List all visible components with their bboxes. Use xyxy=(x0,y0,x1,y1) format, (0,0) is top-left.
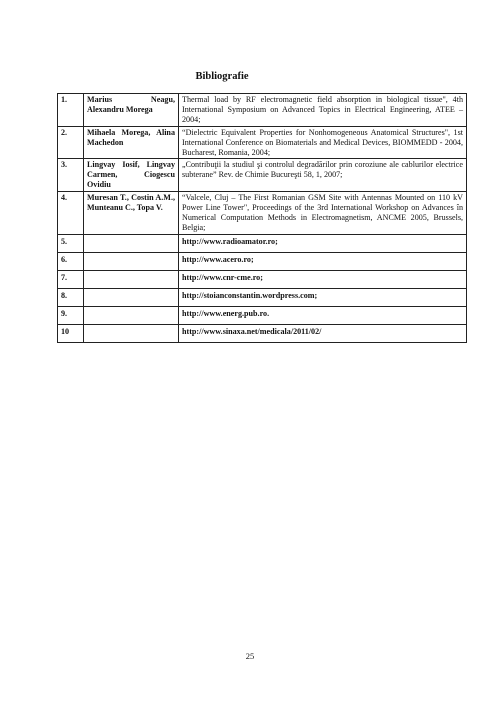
page-title-text: Bibliografie xyxy=(195,71,249,82)
entry-number: 2. xyxy=(58,126,84,159)
entry-number: 4. xyxy=(58,192,84,235)
entry-authors xyxy=(84,306,179,324)
table-row xyxy=(58,126,467,159)
entry-authors xyxy=(84,270,179,288)
page-number: 25 xyxy=(245,651,255,661)
entry-authors: Marius Neagu, Alexandru Morega xyxy=(84,94,179,127)
entry-authors: Muresan T., Costin A.M., Munteanu C., Topa V. xyxy=(84,192,179,235)
page-title xyxy=(0,71,500,82)
entry-reference: “Valcele, Cluj – The First Romanian GSM Site with Antennas Mounted on 110 kV Power Line Tower", Proceedings of the 3rd International Workshop on Advances în Numerical Computation Methods in Electromagnetism, ANCME 2005, Brussels, Belgia; xyxy=(179,192,467,235)
entry-url[interactable]: http://www.energ.pub.ro. xyxy=(179,306,467,324)
entry-authors xyxy=(84,324,179,342)
entry-number: 8. xyxy=(58,288,84,306)
entry-authors: Lingvay Iosif, Lingvay Carmen, Ciogescu Ovidiu xyxy=(84,159,179,192)
entry-authors xyxy=(84,234,179,252)
entry-number: 1. xyxy=(58,94,84,127)
entry-reference: Thermal load by RF electromagnetic field absorption in biological tissue", 4th International Symposium on Advanced Topics in Electrical Engineering, ATEE – 2004; xyxy=(179,94,467,127)
entry-number: 3. xyxy=(58,159,84,192)
table-row xyxy=(58,306,467,324)
table-row xyxy=(58,288,467,306)
entry-url[interactable]: http://stoianconstantin.wordpress.com; xyxy=(179,288,467,306)
table-row xyxy=(58,324,467,342)
entry-authors: Mihaela Morega, Alina Machedon xyxy=(84,126,179,159)
entry-url[interactable]: http://www.radioamator.ro; xyxy=(179,234,467,252)
bibliography-table xyxy=(57,93,467,343)
entry-reference: “Dielectric Equivalent Properties for Nonhomogeneous Anatomical Structures", 1st International Conference on Biomaterials and Medical Devices, BIOMMEDD - 2004, Bucharest, Romania, 2004; xyxy=(179,126,467,159)
entry-number: 9. xyxy=(58,306,84,324)
table-row xyxy=(58,94,467,127)
table-row xyxy=(58,159,467,192)
entry-authors xyxy=(84,288,179,306)
entry-url[interactable]: http://www.acero.ro; xyxy=(179,252,467,270)
entry-number: 10 xyxy=(58,324,84,342)
entry-reference: „Contribuţii la studiul şi controlul degradărilor prin coroziune ale cablurilor electrice subterane” Rev. de Chimie Bucureşti 58, 1, 2007; xyxy=(179,159,467,192)
table-row xyxy=(58,192,467,235)
entry-number: 7. xyxy=(58,270,84,288)
entry-number: 5. xyxy=(58,234,84,252)
table-row xyxy=(58,234,467,252)
entry-number: 6. xyxy=(58,252,84,270)
entry-authors xyxy=(84,252,179,270)
table-row xyxy=(58,270,467,288)
table-row xyxy=(58,252,467,270)
entry-url[interactable]: http://www.sinaxa.net/medicala/2011/02/ xyxy=(179,324,467,342)
entry-url[interactable]: http://www.cnr-cme.ro; xyxy=(179,270,467,288)
